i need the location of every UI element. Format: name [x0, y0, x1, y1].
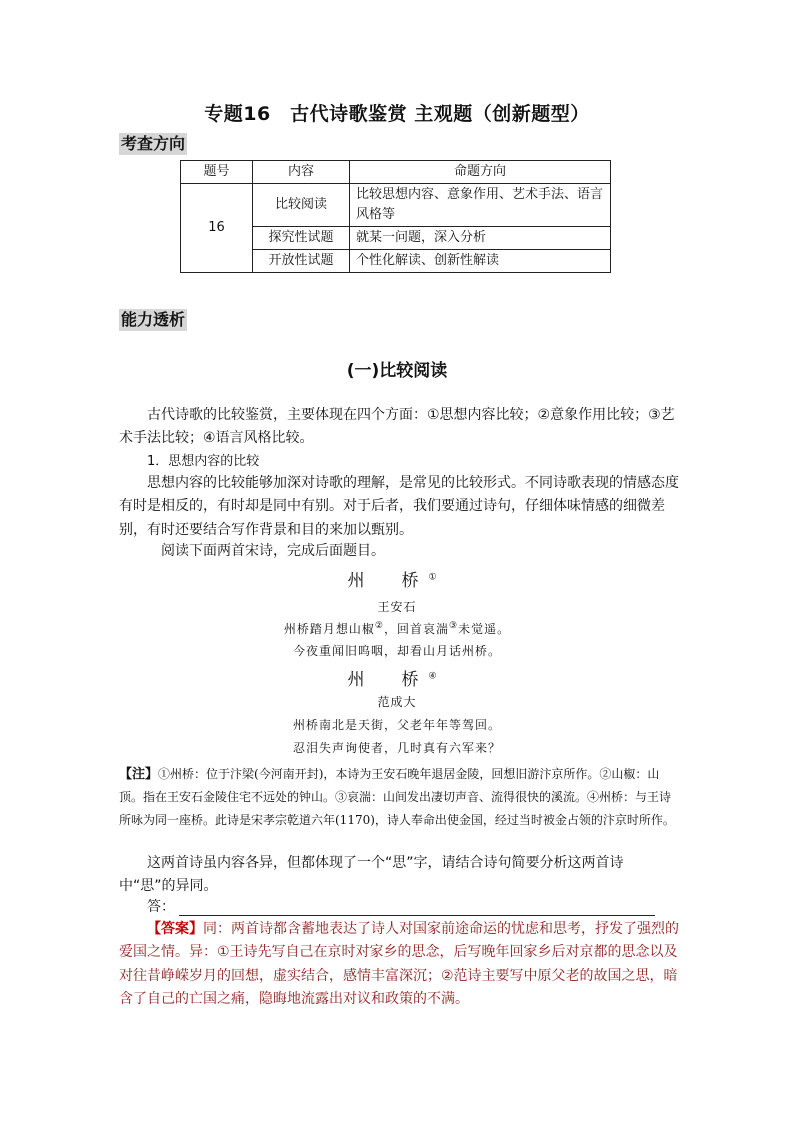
poem1-author: 王安石	[377, 600, 417, 614]
answer-blank[interactable]	[179, 901, 655, 916]
table-header-row	[181, 161, 611, 184]
question-text: 这两首诗虽内容各异，但都体现了一个“思”字，请结合诗句简要分析这两首诗中“思”的异同。	[119, 855, 624, 895]
answer-block	[119, 918, 685, 1011]
poem2-line1: 州桥南北是天街，父老年年等驾回。	[292, 718, 501, 732]
comparison-paragraph: 思想内容的比较能够加深对诗歌的理解，是常见的比较形式。不同诗歌表现的情感态度有时是相反的，有时却是同中有别。对于后者，我们要通过诗句，仔细体味情感的细微差别，有时还要结合写作背景和目的来加以甄别。	[119, 475, 679, 538]
heading-content-comparison: 1．思想内容的比较	[147, 454, 260, 469]
notes-label: 【注】	[119, 767, 159, 782]
direction-cell: 个性化解读、创新性解读	[350, 250, 611, 273]
section-heading-ability: 能力透析	[121, 310, 186, 329]
answer-label: 【答案】	[147, 921, 203, 937]
poem1-title: 州 桥①	[347, 571, 447, 591]
poem2-author: 范成大	[377, 695, 417, 709]
content-cell: 探究性试题	[253, 227, 350, 250]
notes-text: ①州桥：位于汴梁(今河南开封)，本诗为王安石晚年退居金陵，回想旧游汴京所作。②山椒：山顶。指在王安石金陵住宅不远处的钟山。③哀湍：山间发出凄切声音、流得很快的溪流。④州桥：与王诗所咏为同一座桥。此诗是宋孝宗乾道六年(1170)，诗人奉命出使金国，经过当时被金占领的汴京时所作。	[119, 767, 675, 827]
direction-table	[180, 160, 611, 273]
poem2-line2: 忍泪失声询使者，几时真有六军来？	[292, 741, 501, 755]
annotation-notes	[119, 763, 681, 832]
subtitle: (一)比较阅读	[346, 361, 448, 381]
direction-cell: 就某一问题，深入分析	[350, 227, 611, 250]
page-title: 专题16 古代诗歌鉴赏 主观题（创新题型）	[204, 103, 590, 125]
question-number-cell: 16	[181, 184, 253, 273]
header-content: 内容	[253, 161, 350, 184]
answer-text: 同：两首诗都含蓄地表达了诗人对国家前途命运的忧虑和思考，抒发了强烈的爱国之情。异：①王诗先写自己在京时对家乡的思念，后写晚年回家乡后对京都的思念以及对往昔峥嵘岁月的回想，虚实结合，感情丰富深沉；②范诗主要写中原父老的故国之思，暗含了自己的亡国之痛，隐晦地流露出对议和政策的不满。	[119, 921, 679, 1007]
poem1-line2: 今夜重闻旧呜咽，却看山月话州桥。	[292, 644, 501, 658]
read-instruction: 阅读下面两首宋诗，完成后面题目。	[161, 543, 385, 559]
content-cell: 比较阅读	[253, 184, 350, 227]
header-direction: 命题方向	[350, 161, 611, 184]
header-number: 题号	[181, 161, 253, 184]
direction-cell: 比较思想内容、意象作用、艺术手法、语言风格等	[350, 184, 611, 227]
table-row	[181, 184, 611, 227]
poem2-title: 州 桥④	[347, 670, 447, 690]
content-cell: 开放性试题	[253, 250, 350, 273]
poem1-line1: 州桥踏月想山椒②，回首哀湍③未觉遥。	[283, 621, 511, 636]
section-heading-direction: 考查方向	[121, 134, 186, 153]
answer-prompt: 答：	[147, 896, 655, 916]
intro-paragraph: 古代诗歌的比较鉴赏，主要体现在四个方面：①思想内容比较；②意象作用比较；③艺术手法比较；④语言风格比较。	[119, 407, 675, 447]
